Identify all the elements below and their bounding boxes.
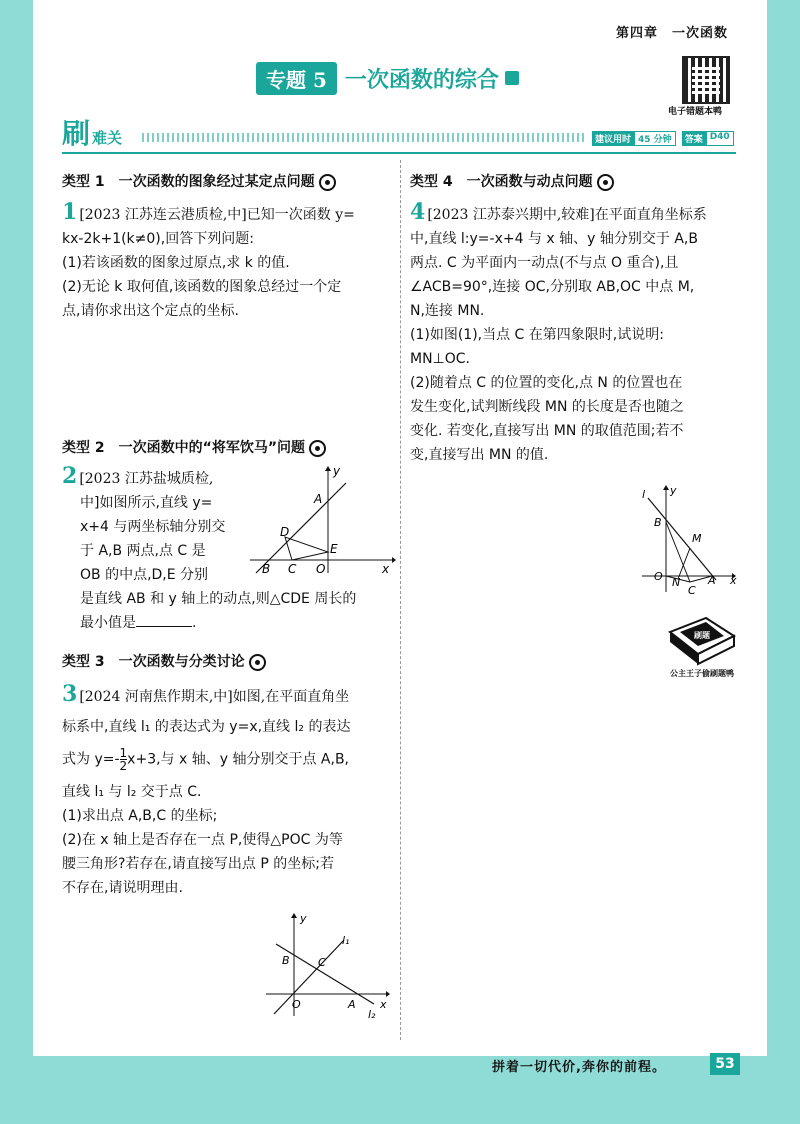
q2-line: 是直线 AB 和 y 轴上的动点,则△CDE 周长的 xyxy=(80,591,357,607)
q4-line: 中,直线 l:y=-x+4 与 x 轴、y 轴分别交于 A,B xyxy=(410,231,698,247)
fig4-label: B xyxy=(654,516,662,529)
fig2-label: O xyxy=(316,562,326,576)
fig4-label: N xyxy=(672,576,681,589)
q3-line: 腰三角形?若存在,请直接写出点 P 的坐标;若 xyxy=(62,856,334,872)
q4-line: ∠ACB=90°,连接 OC,分别取 AB,OC 中点 M, xyxy=(410,279,695,295)
answer-label: 答案 xyxy=(682,131,706,146)
fig4-label: O xyxy=(654,570,663,583)
figure-q4 xyxy=(636,484,740,596)
q3-line xyxy=(62,682,396,709)
q4-number: 4 xyxy=(410,199,426,225)
fig3-label: C xyxy=(318,956,326,969)
q3-line xyxy=(62,747,396,772)
topic-title xyxy=(256,62,519,94)
fig3-label: l₁ xyxy=(342,934,350,947)
q2-text: [2023 江苏盐城质检, xyxy=(79,471,214,487)
q3-text: [2024 河南焦作期末,中]如图,在平面直角坐 xyxy=(79,689,350,705)
q4-line: N,连接 MN. xyxy=(410,303,485,319)
divider-top xyxy=(62,152,736,154)
type3-heading xyxy=(62,650,396,674)
type3-block xyxy=(62,650,396,900)
q3-line: 不存在,请说明理由. xyxy=(62,880,183,896)
fig3-label: l₂ xyxy=(368,1008,376,1021)
q2-number: 2 xyxy=(62,463,78,489)
q4-line: MN⊥OC. xyxy=(410,351,470,367)
q3-number: 3 xyxy=(62,681,78,707)
fig3-label: O xyxy=(292,998,301,1011)
q1-number: 1 xyxy=(62,199,78,225)
figure-q2 xyxy=(246,465,396,577)
type1-heading xyxy=(62,170,396,194)
fig3-label: x xyxy=(380,998,387,1011)
time-value: 45 分钟 xyxy=(634,131,676,146)
fig2-label: D xyxy=(280,525,290,539)
q4-line: 变,直接写出 MN 的值. xyxy=(410,447,549,463)
frac-den: 2 xyxy=(119,759,128,773)
type1-heading-text: 类型 1 一次函数的图象经过某定点问题 xyxy=(62,174,315,190)
fig4-label: C xyxy=(688,584,696,596)
fig2-label: A xyxy=(314,492,323,506)
q2-line: x+4 与两坐标轴分别交 xyxy=(80,519,226,535)
q4-text: [2023 江苏泰兴期中,较难]在平面直角坐标系 xyxy=(427,207,707,223)
target-icon xyxy=(309,440,326,457)
time-label: 建议用时 xyxy=(592,131,634,146)
left-column xyxy=(62,170,396,323)
fig4-label: y xyxy=(670,484,677,497)
q2-end-tail: . xyxy=(192,615,197,631)
q2-line: 于 A,B 两点,点 C 是 xyxy=(80,543,206,559)
type2-heading xyxy=(62,436,396,460)
fig2-label: x xyxy=(382,562,390,576)
q2-line: OB 的中点,D,E 分别 xyxy=(80,567,209,583)
figure-q3 xyxy=(262,910,392,1022)
page-number: 53 xyxy=(710,1053,740,1075)
book-mascot-icon xyxy=(664,612,740,668)
type4-heading xyxy=(410,170,740,194)
q2-line: 中]如图所示,直线 y= xyxy=(80,495,213,511)
section-label: 难关 xyxy=(92,129,123,147)
q3-line: (1)求出点 A,B,C 的坐标; xyxy=(62,808,218,824)
q4-line xyxy=(410,200,740,227)
type2-heading-text: 类型 2 一次函数中的“将军饮马”问题 xyxy=(62,440,306,456)
fig2-label: E xyxy=(330,542,338,556)
fig2-label: C xyxy=(288,562,297,576)
fig4-label: x xyxy=(730,574,737,587)
book-caption: 公主王子偷刷题鸭 xyxy=(670,669,734,678)
section-shua: 刷 xyxy=(62,117,91,150)
answer-blank[interactable] xyxy=(136,612,192,627)
target-icon xyxy=(597,174,614,191)
topic-tag: 专题 5 xyxy=(256,62,337,95)
right-column xyxy=(410,170,740,467)
q3-eq-pre: 式为 y=- xyxy=(62,751,120,768)
puzzle-icon xyxy=(505,71,519,85)
fig3-label: A xyxy=(348,998,356,1011)
fig2-label: B xyxy=(262,562,271,576)
q3-line: (2)在 x 轴上是否存在一点 P,使得△POC 为等 xyxy=(62,832,343,848)
q2-end: 最小值是 xyxy=(80,615,136,631)
decorative-stripe xyxy=(142,133,586,142)
fig3-label: y xyxy=(300,912,307,925)
q4-line: (2)随着点 C 的位置的变化,点 N 的位置也在 xyxy=(410,375,683,391)
q2-line xyxy=(62,611,396,635)
target-icon xyxy=(319,174,336,191)
q3-line: 标系中,直线 l₁ 的表达式为 y=x,直线 l₂ 的表达 xyxy=(62,719,351,735)
q4-line: 发生变化,试判断线段 MN 的长度是否也随之 xyxy=(410,399,684,415)
fig4-label: M xyxy=(692,532,702,545)
q4-line: (1)如图(1),当点 C 在第四象限时,试说明: xyxy=(410,327,664,343)
type3-heading-text: 类型 3 一次函数与分类讨论 xyxy=(62,654,245,670)
qr-label: 电子错题本鸭 xyxy=(668,107,723,117)
topic-title-text: 一次函数的综合 xyxy=(344,66,499,93)
column-divider xyxy=(400,160,401,1040)
answer-value: D40 xyxy=(706,131,734,146)
fig4-label: A xyxy=(708,574,716,587)
fig2-label: y xyxy=(333,465,341,478)
q3-line: 直线 l₁ 与 l₂ 交于点 C. xyxy=(62,784,202,800)
footer-motto: 拼着一切代价,奔你的前程。 xyxy=(492,1060,666,1075)
q4-line: 两点. C 为平面内一动点(不与点 O 重合),且 xyxy=(410,255,679,271)
q4-line: 变化. 若变化,直接写出 MN 的取值范围;若不 xyxy=(410,423,684,439)
chapter-header: 第四章 一次函数 xyxy=(616,26,729,41)
section-banner xyxy=(62,117,123,150)
qr-code-icon[interactable] xyxy=(682,56,730,104)
q1-line xyxy=(62,200,396,227)
q1-line: kx-2k+1(k≠0),回答下列问题: xyxy=(62,231,254,247)
frac-num: 1 xyxy=(119,746,128,760)
time-answer-box xyxy=(592,131,734,146)
type4-heading-text: 类型 4 一次函数与动点问题 xyxy=(410,174,593,190)
book-text: 刷题 xyxy=(694,631,710,640)
q1-line: (1)若该函数的图象过原点,求 k 的值. xyxy=(62,255,290,271)
q1-line: (2)无论 k 取何值,该函数的图象总经过一个定 xyxy=(62,279,342,295)
q1-text: [2023 江苏连云港质检,中]已知一次函数 y= xyxy=(79,207,355,223)
fig4-label: l xyxy=(642,488,646,501)
fig3-label: B xyxy=(282,954,290,967)
target-icon xyxy=(249,654,266,671)
q3-eq-post: x+3,与 x 轴、y 轴分别交于点 A,B, xyxy=(127,751,349,768)
q1-line: 点,请你求出这个定点的坐标. xyxy=(62,303,239,319)
